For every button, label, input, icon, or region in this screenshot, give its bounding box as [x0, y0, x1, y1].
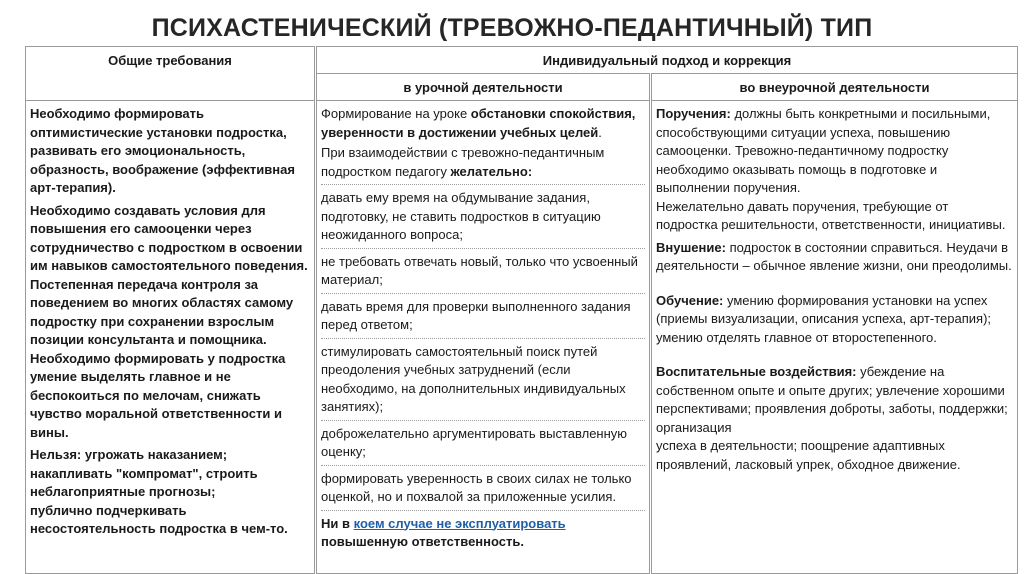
- lesson-item: давать ему время на обдумывание задания, подготовку, не ставить подростков в ситуацию неожиданного вопроса;: [321, 184, 645, 245]
- out-lesson-cell: [651, 101, 1018, 574]
- header-out-lesson: во внеурочной деятельности: [651, 74, 1018, 101]
- general-item: Необходимо формировать у подростка умение выделять главное и не беспокоиться по мелочам, снижать чувство моральной ответственности и вины.: [30, 350, 286, 440]
- lesson-item: давать время для проверки выполненного задания перед ответом;: [321, 293, 645, 335]
- general-item: Постепенная передача контроля за поведением во многих областях самому подростку при сохранении взрослым позиции консультанта и помощника.: [30, 276, 294, 347]
- in-lesson-cell: [316, 101, 651, 574]
- lesson-item: доброжелательно аргументировать выставленную оценку;: [321, 420, 645, 462]
- general-item: Нельзя: угрожать наказанием; накапливать "компромат", строить неблагоприятные прогнозы;: [30, 447, 258, 499]
- requirements-table: [25, 46, 1018, 574]
- lesson-item: стимулировать самостоятельный поиск путей преодоления учебных затруднений (если необходимо, на дополнительных индивидуальных занятиях);: [321, 338, 645, 417]
- general-requirements-cell: [26, 101, 316, 574]
- page-title: ПСИХАСТЕНИЧЕСКИЙ (ТРЕВОЖНО-ПЕДАНТИЧНЫЙ) ТИП: [151, 14, 873, 42]
- assignments-paragraph: Поручения: должны быть конкретными и посильными, способствующими ситуации успеха, повышению самооценки. Тревожно-педантичному подростку необходимо оказывать помощь в подготовке и выполнении поручения. Нежелательно давать поручения, требующие от подростка решительности, ответственности, инициативы.: [656, 106, 1006, 232]
- general-item: Необходимо создавать условия для повышения его самооценки через сотрудничество с подростком в освоении им навыков самостоятельного поведения.: [30, 202, 308, 273]
- training-paragraph: Обучение: умению формирования установки на успех (приемы визуализации, описания успеха, арт-терапия); умению отделять главное от второстепенного.: [656, 292, 992, 345]
- header-in-lesson: в урочной деятельности: [316, 74, 651, 101]
- lesson-intro: Формирование на уроке обстановки спокойствия, уверенности в достижении учебных целей.: [321, 106, 636, 140]
- exploit-link[interactable]: коем случае не эксплуатировать: [353, 515, 566, 531]
- general-item: Необходимо формировать оптимистические установки подростка, развивать его эмоциональность, образность, воображение (эффективная арт-терапия).: [30, 106, 295, 195]
- lesson-warning: Ни в коем случае не эксплуатировать повышенную ответственность.: [321, 510, 645, 552]
- header-general: Общие требования: [26, 47, 316, 101]
- education-paragraph: Воспитательные воздействия: убеждение на собственном опыте и опыте других; увлечение хорошими перспективами; проявления доброты, заботы, поддержки; организация успеха в деятельности; поощрение адаптивных проявлений, ласковый упрек, обходное движение.: [656, 364, 1008, 472]
- suggestion-paragraph: Внушение: подросток в состоянии справиться. Неудачи в деятельности – обычное явление жизни, они преодолимы.: [656, 239, 1012, 273]
- lesson-item: формировать уверенность в своих силах не только оценкой, но и похвалой за приложенные усилия.: [321, 465, 645, 507]
- general-item: публично подчеркивать несостоятельность подростка в чем-то.: [30, 502, 288, 536]
- lesson-item: не требовать отвечать новый, только что усвоенный материал;: [321, 248, 645, 290]
- header-individual: Индивидуальный подход и коррекция: [316, 47, 1018, 74]
- lesson-interaction: При взаимодействии с тревожно-педантичным подростком педагогу желательно:: [321, 145, 605, 179]
